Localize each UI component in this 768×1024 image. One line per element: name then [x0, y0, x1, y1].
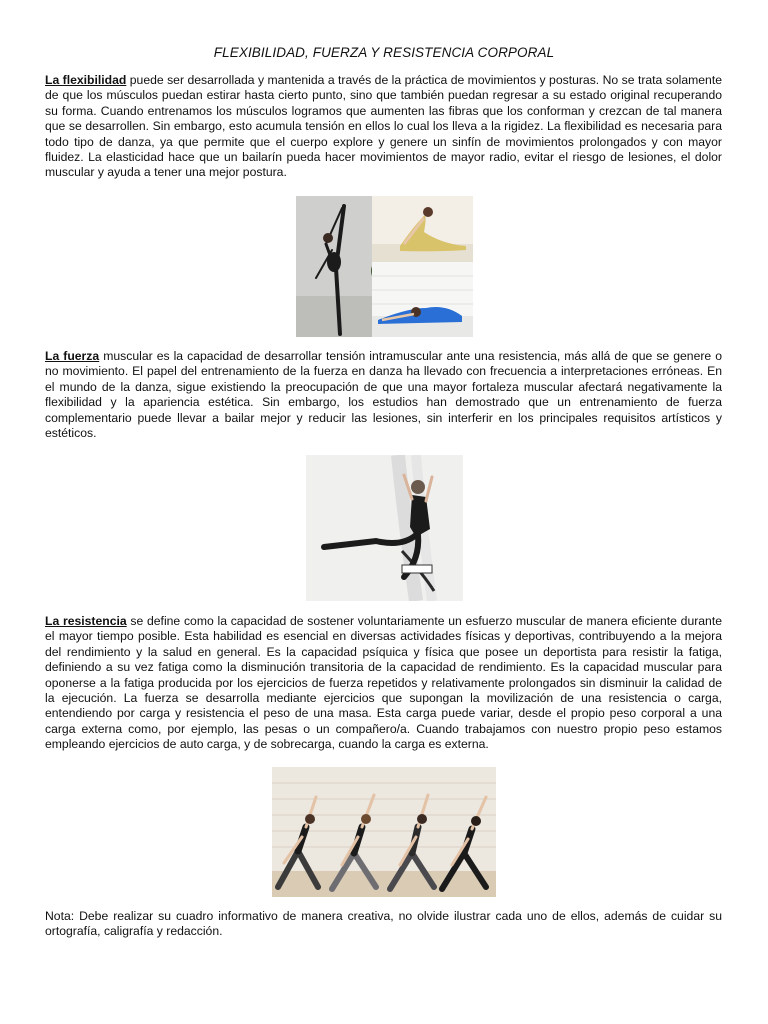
endurance-paragraph [45, 614, 722, 753]
endurance-image [272, 767, 496, 897]
strength-image [306, 455, 463, 601]
flexibility-heading: La flexibilidad [45, 73, 127, 87]
strength-text: muscular es la capacidad de desarrollar tensión intramuscular ante una resistencia, más allá de que se genere o no movimiento. El papel del entrenamiento de la fuerza en danza ha llevado con frecuencia a interpretaciones erróneas. En el mundo de la danza, sigue existiendo la preocupación de que una mayor fortaleza muscular afectará negativamente la flexibilidad y la apariencia estética. Sin embargo, los estudios han demostrado que un entrenamiento de fuerza complementario puede llevar a bailar mejor y reducir las lesiones, sin interferir en los principales requisitos artísticos y estéticos. [45, 349, 722, 441]
endurance-text: se define como la capacidad de sostener voluntariamente un esfuerzo muscular de manera eficiente durante el mayor tiempo posible. Esta habilidad es esencial en diversas actividades físicas y deportivas, contribuyendo a la mejora del rendimiento y la salud en general. Es la capacidad psíquica y física que posee un deportista para resistir la fatiga, definiendo a su vez fatiga como la disminución transitoria de la capacidad de rendimiento. Es la capacidad muscular para oponerse a la fatiga producida por los ejercicios de fuerza repetidos y relativamente prolongados sin disminuir la calidad de la ejecución. La fuerza se desarrolla mediante ejercicios que supongan la movilización de una resistencia o carga, entendiendo por carga y resistencia el peso de una masa. Esta carga puede variar, desde el propio peso corporal a una carga externa como, por ejemplo, las pesas o un compañero/a. Cuando trabajamos con nuestro propio peso estamos empleando ejercicios de auto carga, y de sobrecarga, cuando la carga es externa. [45, 614, 723, 752]
flexibility-paragraph [45, 73, 722, 181]
flexibility-text: puede ser desarrollada y mantenida a través de la práctica de movimientos y posturas. No se trata solamente de que los músculos puedan estirar hasta cierto punto, sino que también puedan regresar a su estado original recuperando su forma. Cuando entrenamos los músculos logramos que aumenten las fibras que los conforman y crezcan de tal manera que se desarrollen. Sin embargo, esto acumula tensión en ellos lo cual los lleva a la rigidez. La flexibilidad es necesaria para todo tipo de danza, ya que permite que el cuerpo explore y genere un sinfín de movimientos prolongados y con mayor fluidez. La elasticidad hace que un bailarín pueda hacer movimientos de mayor radio, evitar el riesgo de lesiones, el dolor muscular y ayuda a tener una mejor postura. [45, 73, 722, 180]
document-title: FLEXIBILIDAD, FUERZA Y RESISTENCIA CORPORAL [213, 45, 555, 60]
flexibility-image [296, 196, 473, 337]
strength-paragraph [45, 349, 722, 441]
note-text: Nota: Debe realizar su cuadro informativo de manera creativa, no olvide ilustrar cada uno de ellos, además de cuidar su ortografía, caligrafía y redacción. [45, 909, 722, 939]
endurance-heading: La resistencia [45, 614, 127, 628]
strength-heading: La fuerza [45, 349, 100, 363]
